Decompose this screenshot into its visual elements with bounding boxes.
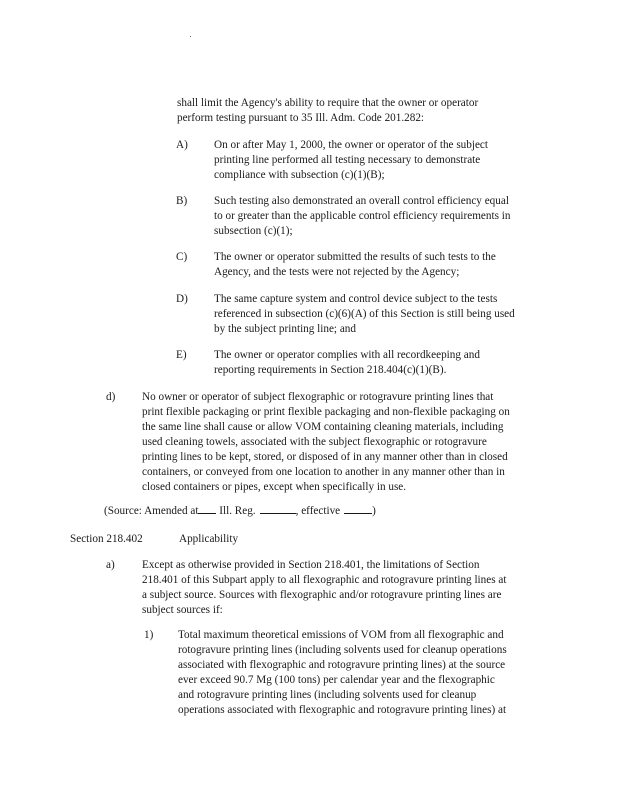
section-number: Section 218.402 [70, 533, 143, 545]
item-1-line-6: operations associated with flexographic and rotogravure printing lines) at [178, 704, 507, 716]
subitem-b-line-1: Such testing also demonstrated an overall control efficiency equal [214, 195, 509, 207]
paragraph-a-label: a) [106, 559, 115, 571]
subitem-b-line-3: subsection (c)(1); [214, 225, 293, 237]
intro-line-1: shall limit the Agency's ability to require that the owner or operator [177, 97, 479, 109]
paragraph-a-line-4: subject sources if: [142, 604, 223, 616]
paragraph-a-line-1: Except as otherwise provided in Section 218.401, the limitations of Section [142, 559, 480, 571]
subitem-a-line-1: On or after May 1, 2000, the owner or operator of the subject [214, 139, 489, 151]
item-1-label: 1) [144, 629, 154, 641]
item-1-line-1: Total maximum theoretical emissions of VOM from all flexographic and [178, 629, 504, 641]
paragraph-d-line-4: used cleaning towels, associated with the subject flexographic or rotogravure [142, 436, 487, 448]
paragraph-d-line-2: print flexible packaging or print flexible packaging and non-flexible packaging on [142, 406, 510, 418]
blank-page [260, 513, 296, 514]
paragraph-d-line-5: printing lines to be kept, stored, or disposed of in any manner other than in closed [142, 451, 508, 463]
subitem-c-line-2: Agency, and the tests were not rejected by the Agency; [214, 266, 460, 278]
subitem-e-line-1: The owner or operator complies with all recordkeeping and [214, 349, 480, 361]
source-note [104, 504, 376, 519]
blank-date [344, 513, 372, 514]
subitem-d-label: D) [176, 293, 188, 305]
source-close: ) [372, 505, 376, 517]
source-open: (Source: Amended at [104, 505, 199, 517]
paragraph-d-line-1: No owner or operator of subject flexographic or rotogravure printing lines that [142, 391, 494, 403]
subitem-d-line-3: by the subject printing line; and [214, 323, 356, 335]
item-1-line-3: associated with flexographic and rotogravure printing lines) at the source [178, 659, 506, 671]
source-effective: , effective [295, 505, 341, 517]
subitem-a-line-2: printing line performed all testing necessary to demonstrate [214, 154, 481, 166]
intro-line-2: perform testing pursuant to 35 Ill. Adm. Code 201.282: [177, 112, 425, 124]
blank-volume [198, 513, 216, 514]
subitem-d-line-2: referenced in subsection (c)(6)(A) of this Section is still being used [214, 308, 515, 320]
subitem-c-label: C) [176, 251, 188, 263]
item-1-line-5: and rotogravure printing lines (including solvents used for cleanup [178, 689, 477, 701]
subitem-b-line-2: to or greater than the applicable control efficiency requirements in [214, 210, 511, 222]
paragraph-d-line-7: closed containers or pipes, except when specifically in use. [142, 481, 407, 493]
paragraph-d-line-6: containers, or conveyed from one location to another in any manner other than in [142, 466, 505, 478]
scan-speck [190, 36, 191, 37]
paragraph-d-line-3: the same line shall cause or allow VOM containing cleaning materials, including [142, 421, 504, 433]
subitem-a-line-3: compliance with subsection (c)(1)(B); [214, 169, 385, 181]
subitem-d-line-1: The same capture system and control device subject to the tests [214, 293, 498, 305]
item-1-line-2: rotogravure printing lines (including solvents used for cleanup operations [178, 644, 507, 656]
paragraph-a-line-2: 218.401 of this Subpart apply to all flexographic and rotogravure printing lines at [142, 574, 507, 586]
subitem-a-label: A) [176, 139, 188, 151]
subitem-e-label: E) [176, 349, 187, 361]
subitem-b-label: B) [176, 195, 188, 207]
source-ill-reg: Ill. Reg. [219, 505, 256, 517]
subitem-c-line-1: The owner or operator submitted the results of such tests to the [214, 251, 496, 263]
paragraph-d-label: d) [106, 391, 116, 403]
subitem-e-line-2: reporting requirements in Section 218.404(c)(1)(B). [214, 364, 447, 376]
item-1-line-4: ever exceed 90.7 Mg (100 tons) per calendar year and the flexographic [178, 674, 495, 686]
paragraph-a-line-3: a subject source. Sources with flexographic and/or rotogravure printing lines are [142, 589, 502, 601]
section-title: Applicability [179, 533, 239, 545]
